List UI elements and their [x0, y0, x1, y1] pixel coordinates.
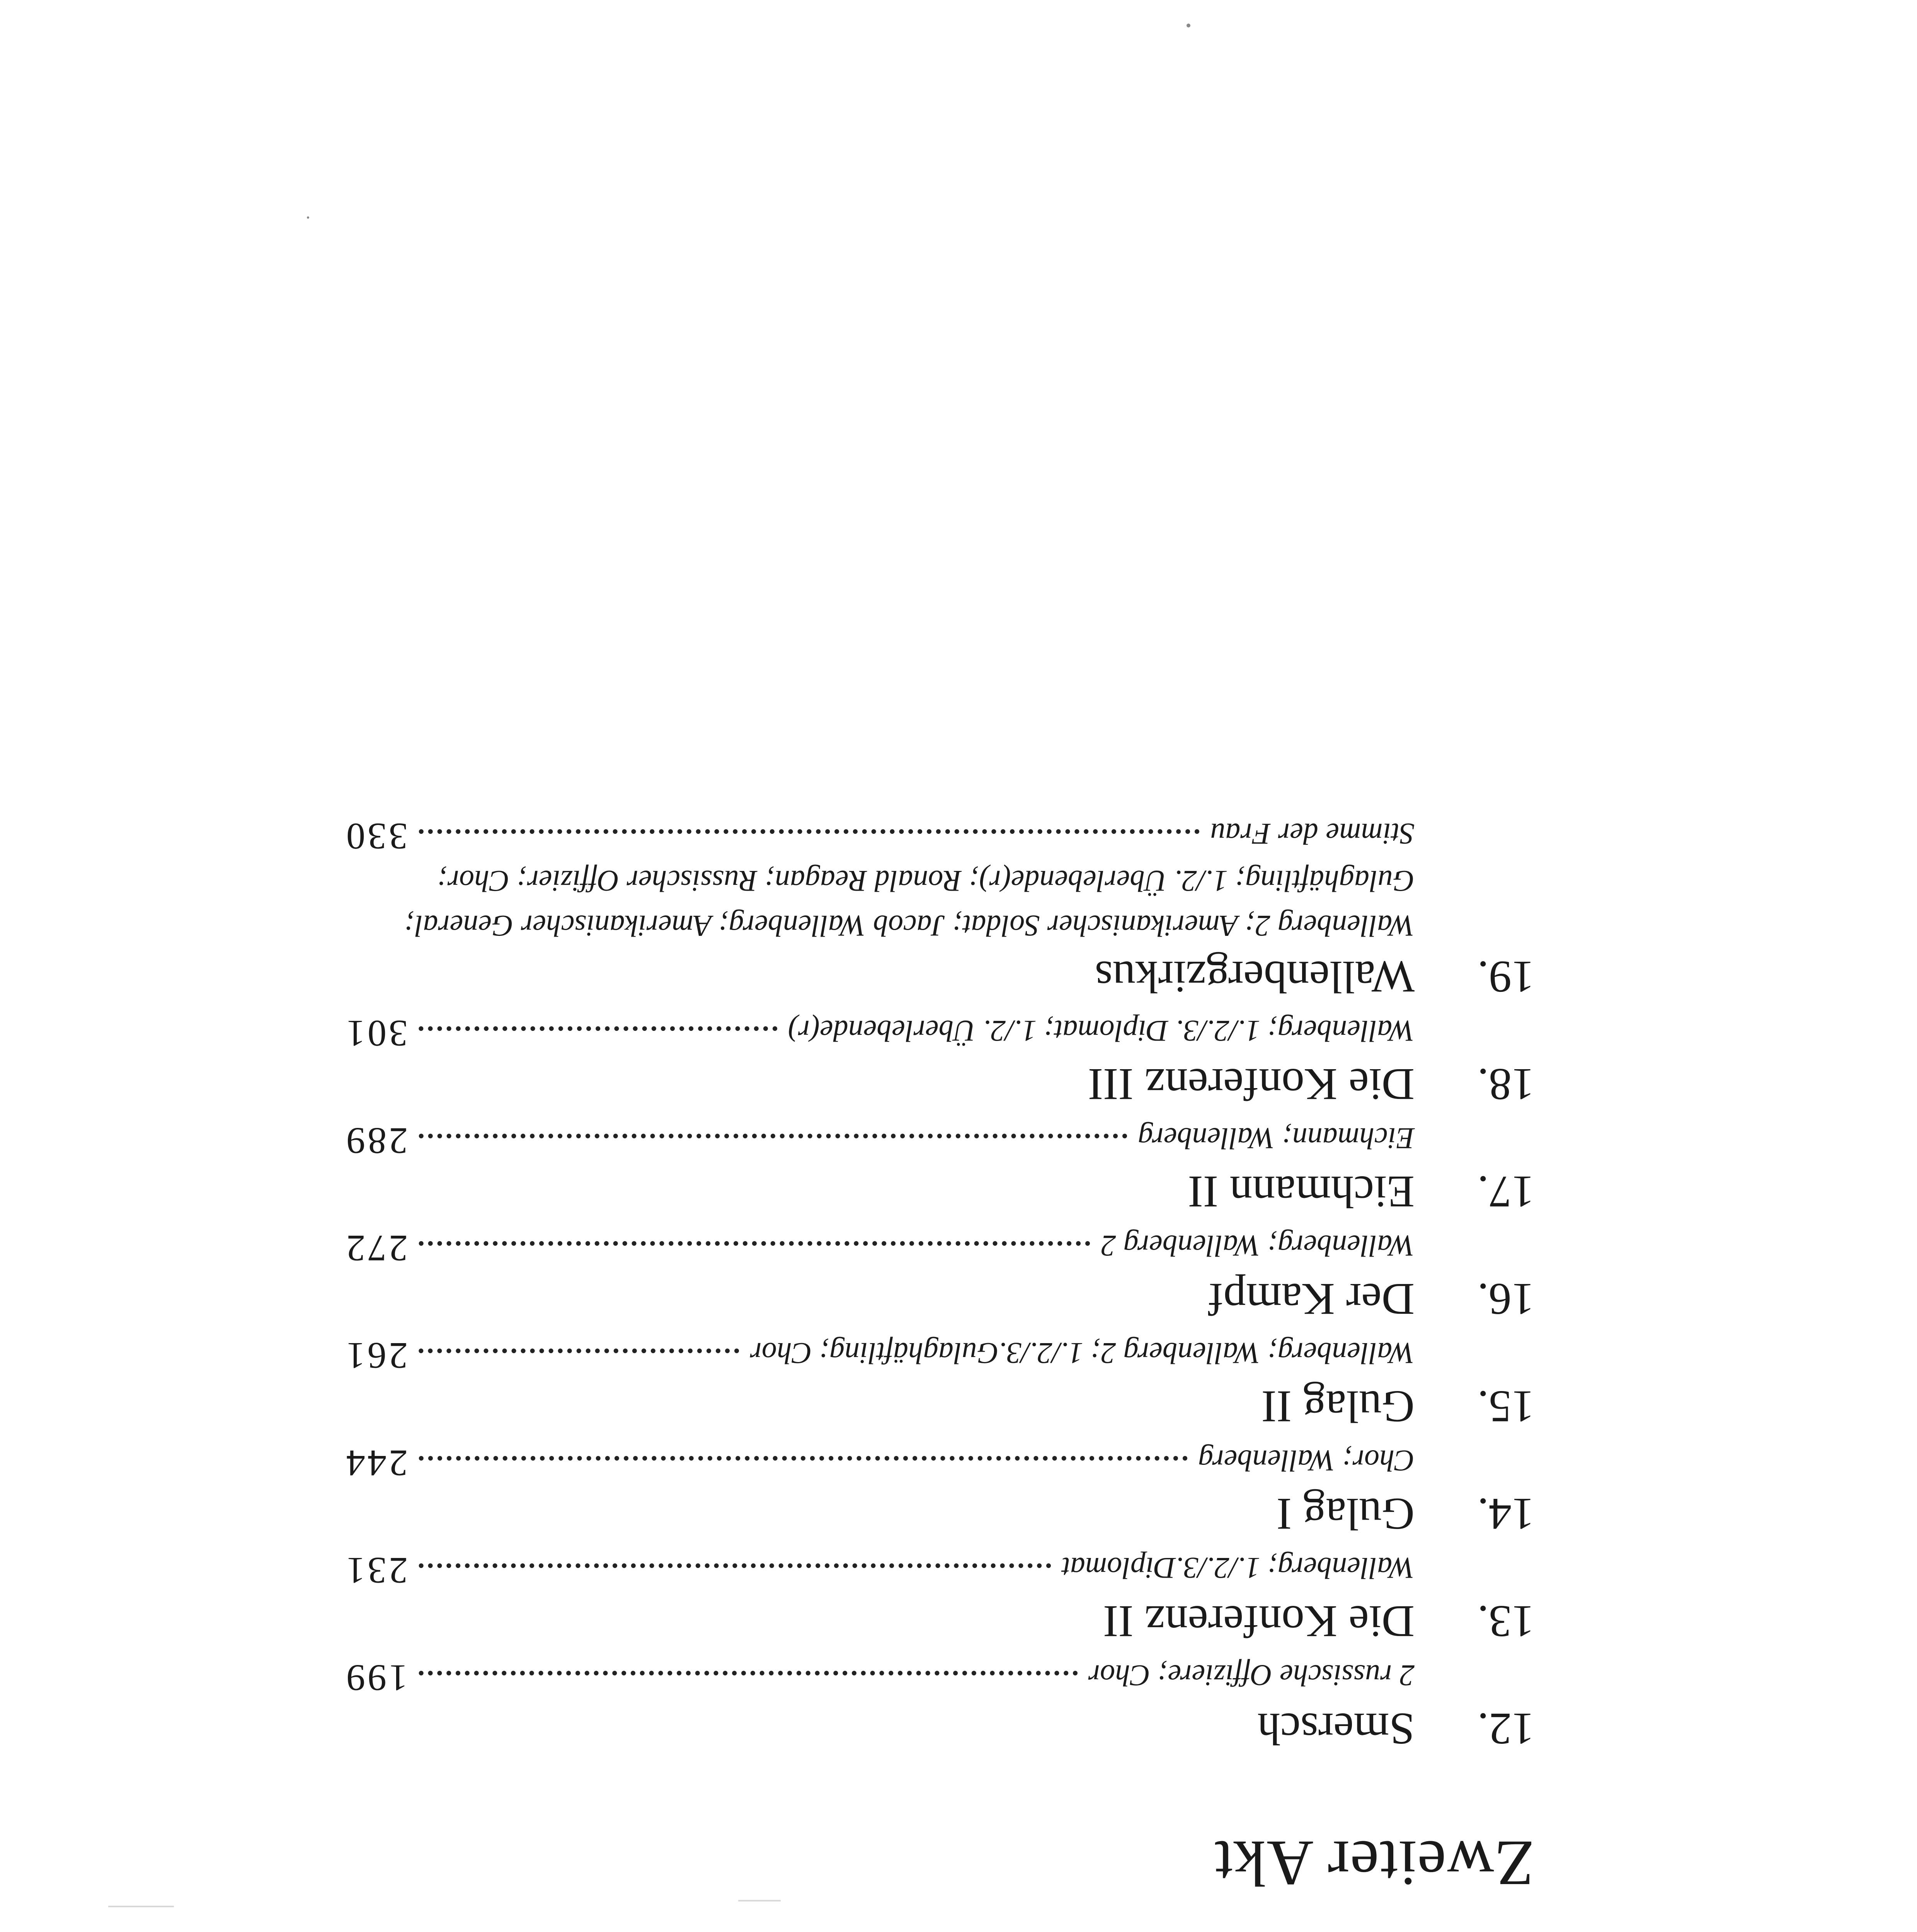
leader-dots: [419, 1134, 1127, 1138]
entry-page-number: 289: [344, 1120, 408, 1162]
entry-page-number: 199: [344, 1657, 408, 1699]
entry-page-number: 301: [344, 1012, 408, 1054]
toc-entry: [344, 1655, 1534, 1757]
entry-title: Die Konferenz II: [1103, 1596, 1415, 1647]
entry-characters: Wallenberg; 1./2./3. Diplomat; 1./2. Überlebende(r): [788, 1014, 1415, 1048]
scan-speck: [307, 216, 309, 219]
entry-title: Die Konferenz III: [1088, 1059, 1415, 1110]
entry-characters-line: Wallenberg 2; Amerikanischer Soldat; Jacob Wallenberg; Amerikanischer General;: [404, 909, 1415, 943]
entry-characters: Wallenberg; Wallenberg 2; 1./2./3.Gulaghäftling; Chor: [750, 1337, 1415, 1370]
entry-number: 12.: [1477, 1704, 1534, 1754]
scan-smudge: [108, 1906, 174, 1907]
entry-title: Gulag I: [1276, 1489, 1415, 1539]
entry-number: 18.: [1477, 1059, 1534, 1110]
entry-characters: Eichmann; Wallenberg: [1138, 1122, 1415, 1155]
entry-title: Smersch: [1257, 1704, 1415, 1754]
entry-page-number: 330: [344, 815, 408, 857]
toc-entry: [344, 1118, 1534, 1220]
entry-characters-line: Stimme der Frau: [1210, 817, 1415, 851]
entry-page-number: 244: [344, 1442, 408, 1484]
entry-characters: Wallenberg; 1./2./3.Diplomat: [1062, 1551, 1415, 1585]
toc-entry: [344, 1440, 1534, 1543]
scan-speck: [1187, 24, 1190, 27]
entry-characters-line: Gulaghäftling; 1./2. Überlebende(r); Ronald Reagan; Russischer Offizier; Chor;: [437, 864, 1415, 898]
leader-dots: [419, 1026, 777, 1031]
entry-number: 13.: [1477, 1596, 1534, 1647]
entry-number: 15.: [1477, 1381, 1534, 1432]
entry-number: 17.: [1477, 1167, 1534, 1217]
entry-page-number: 231: [344, 1549, 408, 1591]
entry-characters: Wallenberg; Wallenberg 2: [1101, 1229, 1415, 1263]
scan-smudge: [738, 1900, 781, 1901]
table-of-contents: [344, 806, 1534, 1899]
leader-dots: [419, 829, 1199, 834]
toc-entry: [344, 1548, 1534, 1650]
entry-number: 14.: [1477, 1489, 1534, 1539]
entry-characters: 2 russische Offiziere; Chor: [1088, 1659, 1415, 1692]
toc-entry: [344, 811, 1534, 1005]
toc-entry: [344, 1011, 1534, 1113]
entry-page-number: 261: [344, 1335, 408, 1376]
leader-dots: [419, 1563, 1051, 1568]
leader-dots: [419, 1671, 1078, 1675]
act-title: Zweiter Akt: [1214, 1827, 1534, 1899]
entry-title: Eichmann II: [1188, 1167, 1415, 1217]
entry-page-number: 272: [344, 1227, 408, 1269]
entry-title: Wallenbergzirkus: [1095, 952, 1415, 1002]
toc-entry: [344, 1333, 1534, 1435]
toc-entry: [344, 1226, 1534, 1328]
leader-dots: [419, 1456, 1187, 1461]
leader-dots: [419, 1241, 1090, 1246]
leader-dots: [419, 1349, 739, 1353]
entry-title: Der Kampf: [1208, 1274, 1415, 1325]
entry-number: 19.: [1477, 952, 1534, 1002]
entry-number: 16.: [1477, 1274, 1534, 1325]
entry-title: Gulag II: [1261, 1381, 1415, 1432]
entry-characters: Chor; Wallenberg: [1198, 1444, 1415, 1478]
